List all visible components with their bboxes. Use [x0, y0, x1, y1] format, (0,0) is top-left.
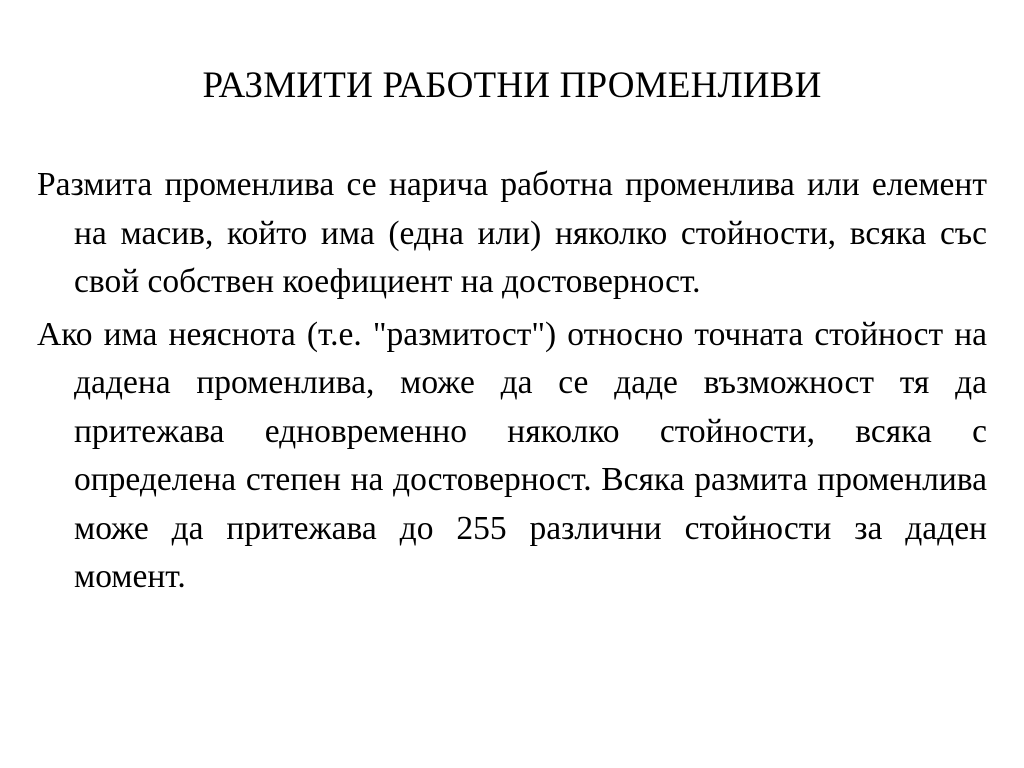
slide-title: РАЗМИТИ РАБОТНИ ПРОМЕНЛИВИ	[202, 65, 822, 106]
paragraph-definition: Размита променлива се нарича работна променлива или елемент на масив, който има (една или) няколко стойности, всяка със свой собствен коефициент на достоверност.	[37, 166, 987, 300]
paragraph-vagueness: Ако има неяснота (т.е. "размитост") относно точната стойност на дадена променлива, може да се даде възможност тя да притежава едновременно няколко стойности, всяка с определена степен на достоверност. Всяка размита променлива може да притежава до 255 различни стойности за даден момент.	[37, 315, 987, 595]
slide-body	[37, 161, 987, 606]
